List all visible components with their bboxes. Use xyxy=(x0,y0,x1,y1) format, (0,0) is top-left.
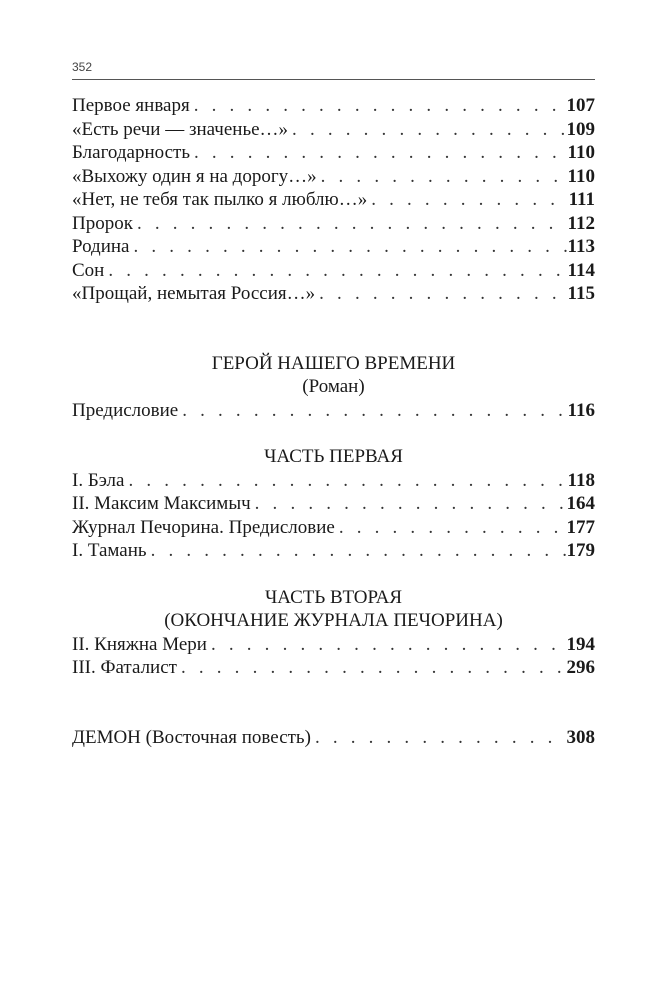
toc-entry-title: II. Княжна Мери xyxy=(72,633,207,655)
dot-leader xyxy=(211,633,566,657)
toc-entry[interactable] xyxy=(72,165,595,189)
toc-entry[interactable] xyxy=(72,539,595,563)
toc-entry-page: 116 xyxy=(567,399,595,421)
spacer xyxy=(72,422,595,445)
toc-entry-page: 111 xyxy=(568,189,595,210)
toc-entry-title: II. Максим Максимыч xyxy=(72,493,251,514)
novel-title: ГЕРОЙ НАШЕГО ВРЕМЕНИ xyxy=(211,352,456,374)
toc-entry-title: Предисловие xyxy=(72,399,179,421)
toc-entry-title: «Прощай, немытая Россия…» xyxy=(72,283,316,304)
toc-entry[interactable] xyxy=(72,118,595,142)
toc-entry-page: 114 xyxy=(567,259,595,281)
dot-leader xyxy=(194,94,566,118)
dot-leader xyxy=(137,212,567,236)
toc-entry-demon[interactable] xyxy=(72,726,595,750)
toc-entry-page: 115 xyxy=(567,283,595,304)
toc-entry[interactable] xyxy=(72,656,595,680)
toc-entry-page: 194 xyxy=(566,633,595,655)
novel-subtitle: (Роман) xyxy=(302,376,365,397)
toc-entry-title: Журнал Печорина. Предисловие xyxy=(72,516,335,538)
toc-entry-title: «Выхожу один я на дорогу…» xyxy=(72,165,317,187)
dot-leader xyxy=(181,656,566,680)
toc-entry-title: Родина xyxy=(72,236,130,257)
toc-entry-title: I. Бэла xyxy=(72,469,125,491)
dot-leader xyxy=(339,516,566,540)
toc-entry[interactable] xyxy=(72,212,595,236)
dot-leader xyxy=(255,492,566,516)
part-two-heading: ЧАСТЬ ВТОРАЯ xyxy=(264,586,403,608)
toc-entry-title: «Есть речи — значенье…» xyxy=(72,118,289,140)
dot-leader xyxy=(182,399,566,423)
toc-entry-page: 110 xyxy=(567,142,595,163)
toc-entry[interactable] xyxy=(72,469,595,493)
spacer xyxy=(72,306,595,352)
toc-entry-title: ДЕМОН (Восточная повесть) xyxy=(72,726,311,748)
toc-entry[interactable] xyxy=(72,516,595,540)
spacer xyxy=(72,563,595,586)
toc-entry-page: 296 xyxy=(566,657,595,678)
toc-entry-title: Первое января xyxy=(72,95,190,116)
toc-entry-page: 164 xyxy=(566,493,595,514)
toc-entry[interactable] xyxy=(72,235,595,259)
spacer xyxy=(72,680,595,726)
dot-leader xyxy=(194,141,567,165)
toc-entry-page: 177 xyxy=(566,516,595,538)
toc-entry-page: 107 xyxy=(566,95,595,116)
toc-entry-title: I. Тамань xyxy=(72,540,147,561)
table-of-contents xyxy=(72,94,595,749)
dot-leader xyxy=(371,188,567,212)
toc-entry-title: Пророк xyxy=(72,212,133,234)
toc-entry-page: 110 xyxy=(567,165,595,187)
dot-leader xyxy=(292,118,565,142)
poems-list xyxy=(72,94,595,306)
toc-entry[interactable] xyxy=(72,259,595,283)
toc-entry-page: 113 xyxy=(567,236,595,257)
part-one-heading: ЧАСТЬ ПЕРВАЯ xyxy=(264,446,403,467)
page-number: 352 xyxy=(72,60,93,74)
toc-entry-page: 179 xyxy=(566,540,595,561)
toc-entry[interactable] xyxy=(72,141,595,165)
toc-entry-preface[interactable] xyxy=(72,399,595,423)
dot-leader xyxy=(321,165,567,189)
toc-entry-page: 118 xyxy=(567,469,595,491)
toc-entry[interactable] xyxy=(72,188,595,212)
dot-leader xyxy=(128,469,566,493)
toc-entry-page: 112 xyxy=(567,212,595,234)
toc-entry-title: Сон xyxy=(72,259,105,281)
toc-entry-page: 109 xyxy=(566,118,595,140)
toc-entry-title: «Нет, не тебя так пылко я люблю…» xyxy=(72,189,368,210)
toc-entry[interactable] xyxy=(72,633,595,657)
toc-entry-title: III. Фаталист xyxy=(72,657,177,678)
dot-leader xyxy=(319,282,566,306)
toc-entry-title: Благодарность xyxy=(72,142,190,163)
toc-entry[interactable] xyxy=(72,282,595,306)
dot-leader xyxy=(108,259,566,283)
toc-entry[interactable] xyxy=(72,94,595,118)
header-rule xyxy=(72,79,595,80)
toc-entry-page: 308 xyxy=(566,726,595,748)
toc-entry[interactable] xyxy=(72,492,595,516)
dot-leader xyxy=(151,539,566,563)
dot-leader xyxy=(315,726,566,750)
dot-leader xyxy=(133,235,566,259)
part-two-subheading: (ОКОНЧАНИЕ ЖУРНАЛА ПЕЧОРИНА) xyxy=(164,610,503,631)
